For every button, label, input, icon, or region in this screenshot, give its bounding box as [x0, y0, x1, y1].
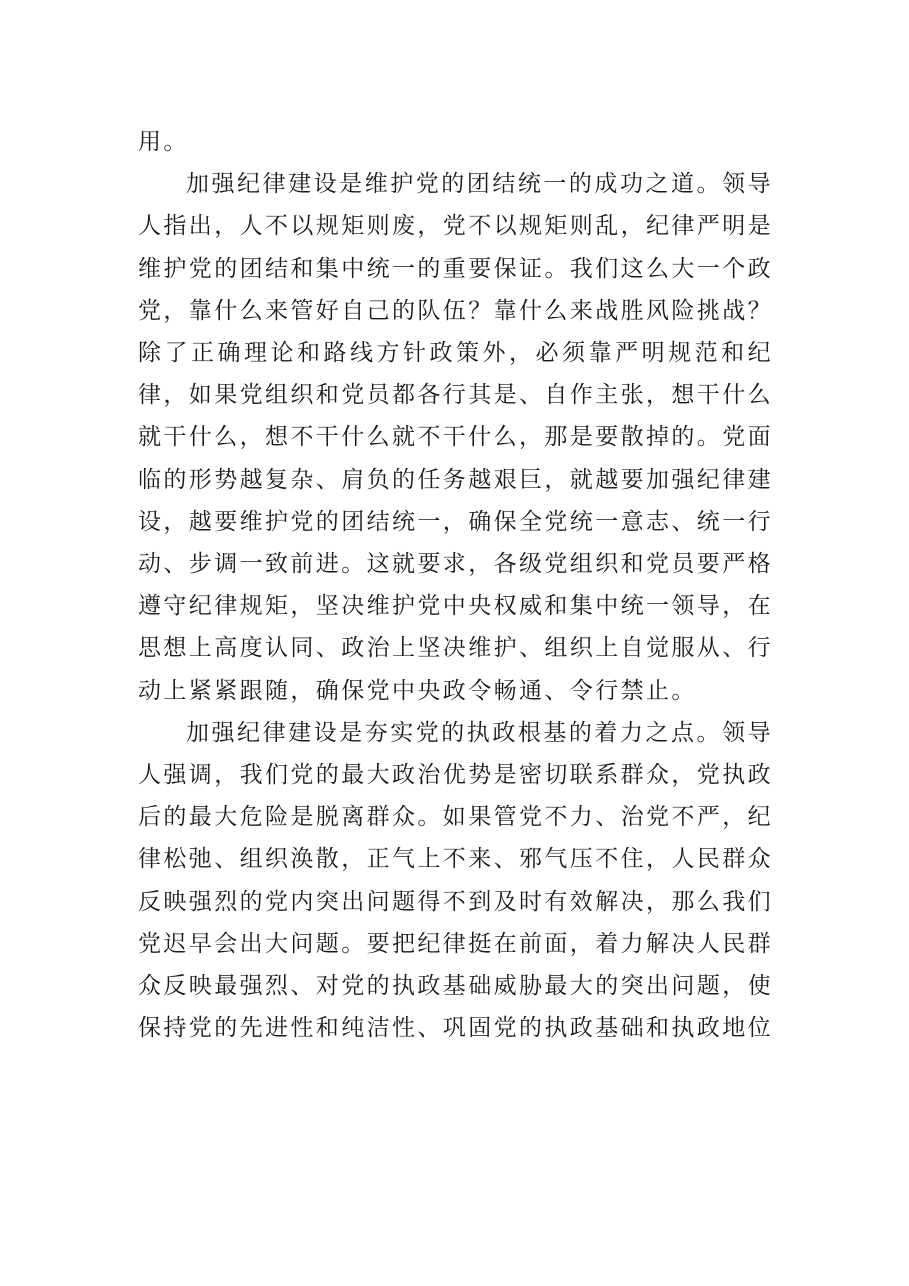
- paragraph-2: 加强纪律建设是维护党的团结统一的成功之道。领导人指出，人不以规矩则废，党不以规矩则乱，纪律严明是维护党的团结和集中统一的重要保证。我们这么大一个政党，靠什么来管好自己的队伍？靠什么来战胜风险挑战？除了正确理论和路线方针政策外，必须靠严明规范和纪律，如果党组织和党员都各行其是、自作主张，想干什么就干什么，想不干什么就不干什么，那是要散掉的。党面临的形势越复杂、肩负的任务越艰巨，就越要加强纪律建设，越要维护党的团结统一，确保全党统一意志、统一行动、步调一致前进。这就要求，各级党组织和党员要严格遵守纪律规矩，坚决维护党中央权威和集中统一领导，在思想上高度认同、政治上坚决维护、组织上自觉服从、行动上紧紧跟随，确保党中央政令畅通、令行禁止。: [138, 171, 773, 704]
- paragraph-3: 加强纪律建设是夯实党的执政根基的着力之点。领导人强调，我们党的最大政治优势是密切联系群众，党执政后的最大危险是脱离群众。如果管党不力、治党不严，纪律松弛、组织涣散，正气上不来、邪气压不住，人民群众反映强烈的党内突出问题得不到及时有效解决，那么我们党迟早会出大问题。要把纪律挺在前面，着力解决人民群众反映最强烈、对党的执政基础威胁最大的突出问题，使保持党的先进性和纯洁性、巩固党的执政基础和执政地位: [138, 719, 773, 1042]
- paragraph-1: 用。: [138, 129, 189, 155]
- document-body: [138, 121, 773, 1049]
